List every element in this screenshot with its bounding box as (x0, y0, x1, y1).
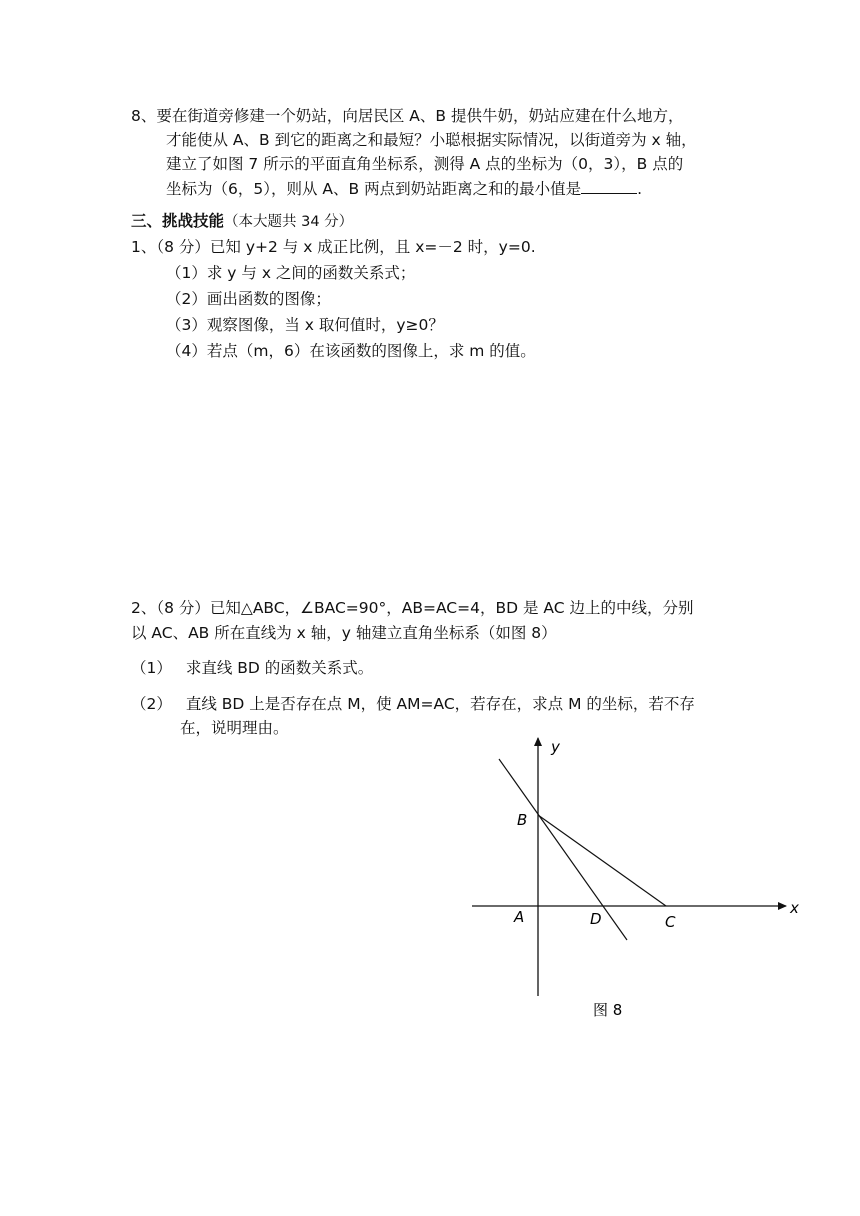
p2-sub-1-number: （1） (131, 659, 172, 677)
q8-line-3: 建立了如图 7 所示的平面直角坐标系，测得 A 点的坐标为（0，3），B 点的 (166, 155, 684, 173)
p2-sub-1-text: 求直线 BD 的函数关系式。 (185, 659, 374, 677)
point-b-label: B (517, 811, 528, 829)
p2-stem-1: 2、（8 分）已知△ABC，∠BAC=90°，AB=AC=4，BD 是 AC 边上的中线，分别 (131, 599, 694, 617)
p1-stem: 1、（8 分）已知 y+2 与 x 成正比例，且 x=－2 时，y=0. (131, 238, 536, 256)
p1-sub-4: （4）若点（m，6）在该函数的图像上，求 m 的值。 (166, 342, 536, 360)
section-title: 三、挑战技能 (131, 212, 225, 230)
p2-sub-2-text: 直线 BD 上是否存在点 M，使 AM=AC，若存在，求点 M 的坐标，若不存 (185, 695, 695, 713)
section-note: （本大题共 34 分） (224, 214, 354, 230)
p1-sub-2: （2）画出函数的图像； (166, 290, 331, 308)
p2-sub-2-number: （2） (131, 695, 172, 713)
point-c-label: C (665, 913, 676, 931)
point-d-label: D (590, 910, 602, 928)
q8-line-1: 8、要在街道旁修建一个奶站，向居民区 A、B 提供牛奶，奶站应建在什么地方， (131, 107, 684, 125)
p1-sub-1: （1）求 y 与 x 之间的函数关系式； (166, 264, 416, 282)
q8-line-4-text: 坐标为（6，5），则从 A、B 两点到奶站距离之和的最小值是 (166, 180, 582, 198)
q8-line-2: 才能使从 A、B 到它的距离之和最短？小聪根据实际情况，以街道旁为 x 轴， (166, 131, 697, 149)
p2-stem-2: 以 AC、AB 所在直线为 x 轴，y 轴建立直角坐标系（如图 8） (131, 624, 557, 642)
q8-line-4-end: . (637, 180, 643, 198)
point-a-label: A (514, 908, 525, 926)
p2-sub-2-cont: 在，说明理由。 (180, 719, 289, 737)
segment-bc (538, 815, 666, 906)
figure-caption: 图 8 (593, 1001, 623, 1019)
axis-y-label: y (551, 738, 560, 756)
p1-sub-3: （3）观察图像，当 x 取何值时，y≥0？ (166, 316, 444, 334)
axis-x-label: x (790, 899, 799, 917)
